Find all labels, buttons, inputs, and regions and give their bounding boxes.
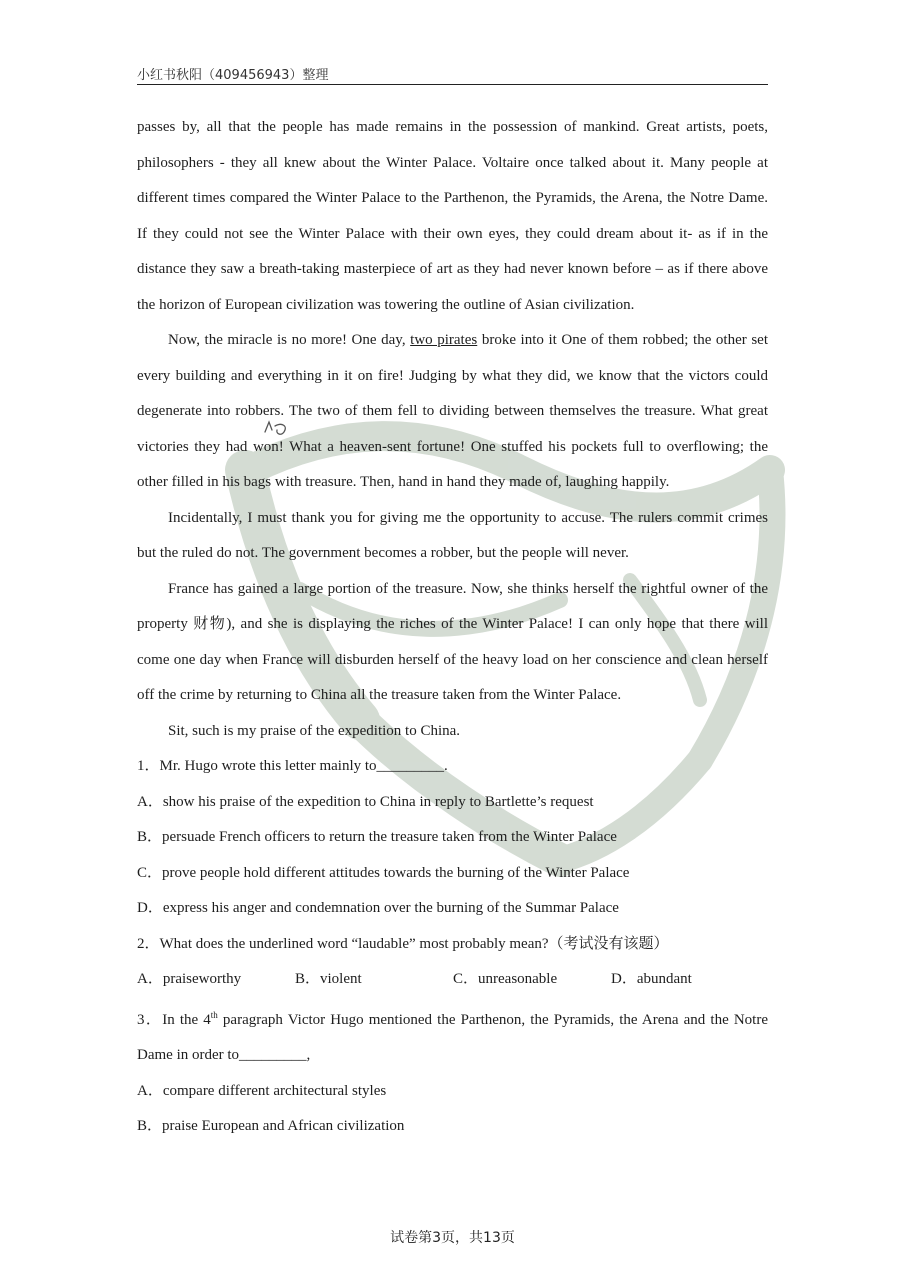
question-3-stem-part-b: paragraph Victor Hugo mentioned the Parthenon, the Pyramids, the Arena and the Notre Dame in order to_________, xyxy=(137,1011,768,1063)
question-1-option-d: D．express his anger and condemnation over the burning of the Summar Palace xyxy=(137,900,619,916)
question-2-option-a: A．praiseworthy xyxy=(137,971,242,987)
question-2-option-d: D．abundant xyxy=(611,971,692,987)
question-3-stem-superscript: th xyxy=(210,1009,218,1020)
question-1-option-b: B．persuade French officers to return the treasure taken from the Winter Palace xyxy=(137,829,617,845)
paragraph-2 xyxy=(137,323,768,501)
question-2-stem: 2．What does the underlined word “laudable” most probably mean?（考试没有该题） xyxy=(137,935,669,952)
underlined-phrase: two pirates xyxy=(410,332,478,348)
passage-and-questions xyxy=(137,110,768,1145)
page-header: 小红书秋阳（409456943）整理 xyxy=(137,68,329,83)
question-3-stem-part-a: 3．In the 4 xyxy=(137,1011,211,1028)
paragraph-1: passes by, all that the people has made remains in the possession of mankind. Great artists, poets, philosophers - they all knew about the Winter Palace. Voltaire once talked about it. Many people at different times compared the Winter Palace to the Parthenon, the Pyramids, the Arena, the Notre Dame. If they could not see the Winter Palace with their own eyes, they could dream about it- as if in the distance they saw a breath-taking masterpiece of art as they had never known before – as if there above the horizon of European civilization was towering the outline of Asian civilization. xyxy=(137,119,768,313)
question-3-option-b: B．praise European and African civilization xyxy=(137,1118,405,1134)
paragraph-2-part-b: broke into it One of them robbed; the other set every building and everything in it on fire! Judging by what they did, we know that the victors could degenerate into robbers. The two of them fell to dividing between themselves the treasure. What great victories they had won! What a heaven-sent fortune! One stuffed his pockets full to overflowing; the other filled in his bags with treasure. Then, hand in hand they made of, laughing happily. xyxy=(137,332,769,490)
question-2-option-b: B．violent xyxy=(295,971,362,987)
header-divider xyxy=(137,84,768,85)
question-1-stem: 1．Mr. Hugo wrote this letter mainly to_________. xyxy=(137,758,448,774)
paragraph-5: Sit, such is my praise of the expedition to China. xyxy=(168,722,461,739)
question-1-option-c: C．prove people hold different attitudes towards the burning of the Winter Palace xyxy=(137,864,630,881)
question-3-stem xyxy=(137,998,768,1074)
question-3-option-a: A．compare different architectural styles xyxy=(137,1082,387,1099)
paragraph-4: France has gained a large portion of the treasure. Now, she thinks herself the rightful owner of the property 财物), and she is displaying the riches of the Winter Palace! I can only hope that there will come one day when France will disburden herself of the heavy load on her conscience and clean herself off the crime by returning to China all the treasure taken from the Winter Palace. xyxy=(137,580,768,703)
question-2-option-c: C．unreasonable xyxy=(453,971,558,987)
paragraph-2-part-a: Now, the miracle is no more! One day, xyxy=(168,332,411,348)
question-2-options xyxy=(137,962,768,998)
paragraph-3: Incidentally, I must thank you for giving me the opportunity to accuse. The rulers commit crimes but the ruled do not. The government becomes a robber, but the people will never. xyxy=(137,509,768,561)
question-1-option-a: A．show his praise of the expedition to China in reply to Bartlette’s request xyxy=(137,793,594,810)
page-footer: 试卷第3页，共13页 xyxy=(390,1230,515,1246)
